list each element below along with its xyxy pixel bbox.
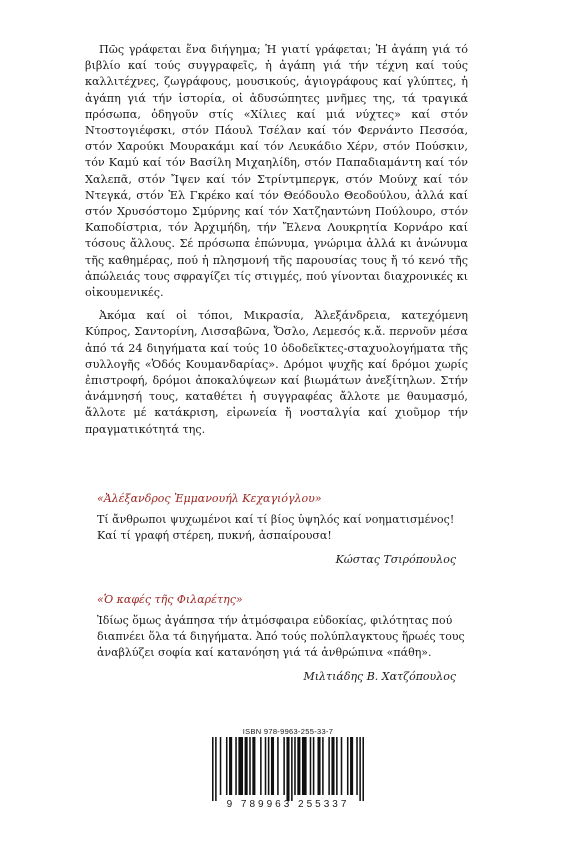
barcode-bar (317, 737, 320, 795)
barcode-bar (286, 737, 289, 801)
barcode-bar (291, 737, 293, 801)
barcode-bar (347, 737, 349, 795)
barcode-digits: 9 789963 255337 (226, 799, 350, 810)
barcode-bar (260, 737, 262, 795)
barcode-bar (229, 737, 232, 795)
barcode-bar (322, 737, 324, 795)
blurb-paragraph-2: Ἀκόμα καί οἱ τόποι, Μικρασία, Ἀλεξάνδρεια, κατεχόμενη Κύπρος, Σαντορίνη, Λισσαβῶνα, Ὄσλο, Λεμεσός κ.ἄ. περνοῦν μέσα ἀπό τά 24 διηγήματα καί τούς 10 ὁδοδεῖκτες-σταχυολογήματα τῆς συλλογῆς «Ὁδός Κουμανδαρίας». Δρόμοι ψυχῆς καί δρόμοι χωρίς ἐπιστροφή, δρόμοι ἀποκαλύψεων καί βιωμάτων ἀνεξίτηλων. Στήν ἀνάμνησή τους, καταθέτει ἡ συγγραφέας ἄλλοτε με θαυμασμό, ἄλλοτε μέ κατάκριση, εἰρωνεία ἤ νοσταλγία καί χιοῦμορ τήν πραγματικότητά της. (85, 309, 468, 436)
isbn-label: ISBN 978-9963-255-33-7 (242, 727, 334, 736)
barcode-bar (297, 737, 300, 795)
barcode-bar (331, 737, 334, 795)
barcode-bar (215, 737, 217, 801)
barcode-bar (302, 737, 307, 795)
barcode-bar (238, 737, 243, 795)
barcode-bar (283, 737, 285, 795)
barcode-bar (313, 737, 315, 795)
quote-2-body: Ἰδίως ὅμως ἀγάπησα τήν ἀτμόσφαιρα εὐδοκίας, φιλότητας πού διαπνέει ὅλα τά διηγήματα. Ἀπό τούς πολύπλαγκτους ἥρωές τους ἀναβλύζει σοφία καί κατανόηση γιά τά ἀνθρώπινα «πάθη». (97, 614, 465, 659)
review-quote-2 (85, 592, 468, 685)
barcode-bar (249, 737, 251, 795)
barcode-bar (271, 737, 274, 795)
quote-1-title: «Ἀλέξανδρος Ἐμμανουήλ Κεχαγιόγλου» (97, 492, 322, 505)
barcode-bar (362, 737, 364, 801)
barcode-bars-icon (212, 737, 364, 801)
barcode-bar (226, 737, 228, 795)
barcode-bar (220, 737, 222, 795)
barcode-bar (245, 737, 248, 795)
quote-1-author: Κώστας Τσιρόπουλος (335, 553, 456, 566)
quote-1-body: Τί ἄνθρωποι ψυχωμένοι καί τί βίος ὑψηλός καί νοηματισμένος! Καί τί γραφή στέρεη, πυκνή, ἀσπαίρουσα! (97, 513, 455, 542)
blurb-text (85, 42, 468, 438)
barcode-bar (212, 737, 214, 801)
barcode-bar (359, 737, 361, 801)
barcode-bar (235, 737, 237, 795)
quote-2-author: Μιλτιάδης Β. Χατζόπουλος (303, 670, 456, 683)
barcode-bar (294, 737, 296, 795)
barcode-bar (252, 737, 255, 795)
barcode-bar (268, 737, 270, 795)
isbn-barcode (206, 727, 370, 813)
quote-2-title: «Ὁ καφές τῆς Φιλαρέτης» (97, 593, 243, 606)
barcode-bar (265, 737, 267, 795)
review-quote-1 (85, 491, 468, 568)
barcode-bar (310, 737, 312, 795)
barcode-bar (350, 737, 353, 795)
barcode-bar (356, 737, 358, 795)
blurb-paragraph-1: Πῶς γράφεται ἕνα διήγημα; Ἡ γιατί γράφεται; Ἡ ἀγάπη γιά τό βιβλίο καί τούς συγγραφεῖς, ἡ ἀγάπη γιά τήν τέχνη καί τούς καλλιτέχνες, ζωγράφους, μουσικούς, ἁγιογράφους καί γλύπτες, ἡ ἀγάπη γιά τήν ἱστορία, οἱ ἀδυσώπητες μνῆμες της, τά τραγικά πρόσωπα, ὁδηγοῦν στίς «Χίλιες καί μιά νύχτες» καί στόν Ντοστογιέφσκι, στόν Πάουλ Τσέλαν καί τόν Φερνάντο Πεσσόα, στόν Χαρούκι Μουρακάμι καί τόν Λευκάδιο Χέρν, στόν Πούσκιν, τόν Καμύ καί τόν Βασίλη Μιχαηλίδη, στόν Παπαδιαμάντη καί τόν Χαλεπᾶ, στόν Ἴψεν καί τόν Στρίντμπεργκ, στόν Μούνχ καί τόν Ντεγκά, στόν Ἐλ Γκρέκο καί τόν Θεόδουλο Θεοδούλου, ἀλλά καί στόν Χρυσόστομο Σμύρνης καί τόν Χατζηαντώνη Πούλουρο, στόν Καποδίστρια, τόν Ἀρχιμήδη, τήν Ἔλενα Λουκρητία Κορνάρο καί τόσους ἄλλους. Σέ πρόσωπα ἐπώνυμα, γνώριμα ἀλλά κι ἀνώνυμα τῆς καθημέρας, πού ἡ πλησμονή τῆς παρουσίας τους ἤ τό κενό τῆς ἀπώλειάς τους σφραγίζει τίς στιγμές, πού γίνονται διαχρονικές κι οἰκουμενικές. (85, 43, 468, 300)
barcode-bar (341, 737, 343, 795)
barcode-bar (277, 737, 279, 795)
barcode-bar (336, 737, 338, 795)
barcode-bar (328, 737, 330, 795)
